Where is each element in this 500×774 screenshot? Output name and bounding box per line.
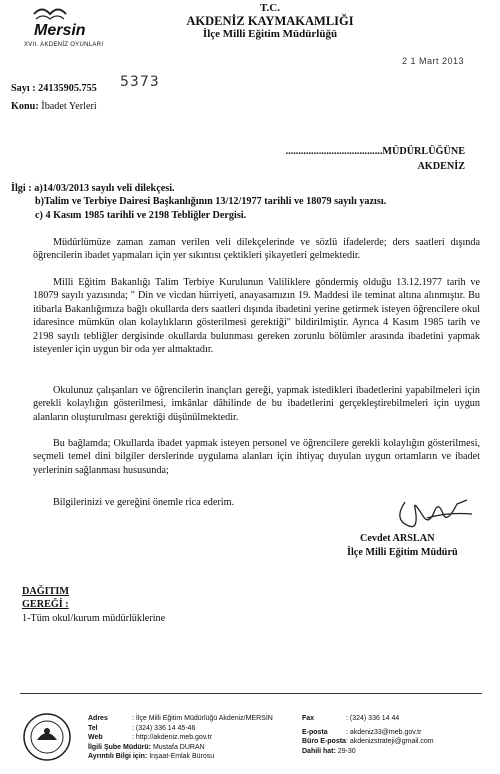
- distribution-subtitle: GEREĞİ :: [22, 599, 69, 610]
- header-mudurluk: İlçe Milli Eğitim Müdürlüğü: [202, 28, 338, 40]
- body-paragraph: Okulunuz çalışanları ve öğrencilerin inançları gereği, yapmak istedikleri ibadetlerini yapabilmeleri için gerekli kolaylığın gösterilmesi, imkânlar dâhilinde de bu ibadetlerini gerçekleştirebilmeleri için uygun alanların oluşturulması gerektiği düşünülmektedir.: [33, 385, 480, 423]
- footer-label: Tel: [88, 724, 98, 732]
- handwritten-number: 5373: [120, 74, 160, 90]
- ilgi-label: İlgi :: [11, 183, 32, 194]
- footer-label: Ayrıntılı Bilgi için:: [88, 753, 148, 760]
- mersin-logo: [22, 4, 122, 50]
- mersin-logo-graphic: [22, 4, 122, 50]
- ilgi-item: b)Talim ve Terbiye Dairesi Başkanlığının 13/12/1977 tarihli ve 18079 sayılı yazısı.: [35, 196, 387, 208]
- footer-fax: : (324) 336 14 44: [346, 715, 400, 722]
- footer-extension: 29-30: [337, 747, 356, 755]
- received-date-stamp: 2 1 Mart 2013: [402, 56, 465, 66]
- konu-label: Konu:: [11, 101, 39, 112]
- logo-subtitle: XVII. AKDENİZ OYUNLARI: [24, 42, 104, 48]
- ilgi-item: a)14/03/2013 sayılı veli dilekçesi.: [34, 183, 175, 194]
- footer-email: : akdeniz33@meb.gov.tr: [346, 728, 422, 736]
- sayi-value: 24135905.755: [38, 83, 97, 94]
- footer-phone: : (324) 336 14 45-46: [132, 724, 196, 732]
- footer-label: Web: [88, 734, 103, 741]
- meb-seal-icon: [22, 712, 72, 762]
- footer-info-office: İnşaat-Emlak Bürosu: [149, 753, 215, 760]
- recipient-line: ......................................MÜDÜRLÜĞÜNE: [285, 146, 465, 157]
- footer-address: : İlçe Milli Eğitim Müdürlüğü Akdeniz/MERSİN: [132, 715, 273, 722]
- body-paragraph: Bu bağlamda; Okullarda ibadet yapmak isteyen personel ve öğrencilere gerekli kolaylığın gösterilmesi, seçmeli temel dini bilgiler derslerinde uygulama alanları için ihtiyaç duyulan uygun ortamların ve ibadet yerlerinin sağlanması hususunda;: [33, 438, 480, 476]
- header-tc: T.C.: [260, 2, 280, 14]
- footer-label: Dahili hat:: [302, 747, 336, 755]
- header-kaymakamlik: AKDENİZ KAYMAKAMLIĞI: [186, 14, 354, 28]
- ilgi-item: c) 4 Kasım 1985 tarihli ve 2198 Tebliğler Dergisi.: [35, 209, 247, 221]
- footer-office-email: : akdenizstrateji@gmail.com: [346, 738, 434, 745]
- body-paragraph: Milli Eğitim Bakanlığı Talim Terbiye Kurulunun Valiliklere göndermiş olduğu 13.12.1977 tarih ve 18079 sayılı yazısında; " Din ve vicdan hürriyeti, anayasamızın 19. Maddesi ile teminat altına alınmıştır. Bu itibarla Bakanlığımıza bağlı okullarda ders saatleri dışında ibadetini yerine getirmek isteyen öğrencilere okul idaresince mümkün olan kolaylıkların gösterilmesi gerektiği" bildirilmiştir. Ayrıca 4 Kasım 1985 tarih ve 2198 sayılı tebliğler dergisinde okullarda bulunması gereken zorunlu bölümler arasında ibadetini yapmak isteyenler için uygun bir oda yer almaktadır.: [33, 277, 480, 356]
- signatory-title: İlçe Milli Eğitim Müdürü: [347, 547, 458, 558]
- distribution-item: 1-Tüm okul/kurum müdürlüklerine: [22, 613, 166, 624]
- closing-line: Bilgilerinizi ve gereğini önemle rica ederim.: [53, 497, 235, 508]
- signatory-name: Cevdet ARSLAN: [360, 533, 435, 544]
- footer-left: [88, 714, 288, 762]
- footer-right: [302, 714, 482, 756]
- footer-web-link: : http://akdeniz.meb.gov.tr: [132, 734, 213, 741]
- konu-value: İbadet Yerleri: [41, 101, 97, 112]
- distribution-title: DAĞITIM: [22, 586, 69, 597]
- konu-line: [11, 100, 97, 113]
- letterhead: [120, 2, 420, 41]
- footer-label: Büro E-posta: [302, 738, 346, 745]
- ilgi-block: [11, 182, 386, 222]
- logo-text: Mersin: [34, 22, 86, 39]
- body-paragraph: Müdürlümüze zaman zaman verilen veli dilekçelerinde ve sözlü ifadelerde; ders saatleri dışında öğrencilerin ibadet yapmaları için yer sıkıntısı çektikleri şikayetleri gelmektedir.: [33, 237, 480, 262]
- footer-label: Adres: [88, 715, 108, 722]
- footer-branch-manager: Mustafa DURAN: [152, 743, 205, 751]
- footer-label: Fax: [302, 715, 315, 722]
- recipient-district: AKDENİZ: [417, 161, 465, 172]
- footer-label: E-posta: [302, 728, 328, 736]
- footer-label: İlgili Şube Müdürü:: [88, 743, 151, 751]
- sayi-label: Sayı :: [11, 83, 36, 94]
- sayi-line: [11, 82, 97, 95]
